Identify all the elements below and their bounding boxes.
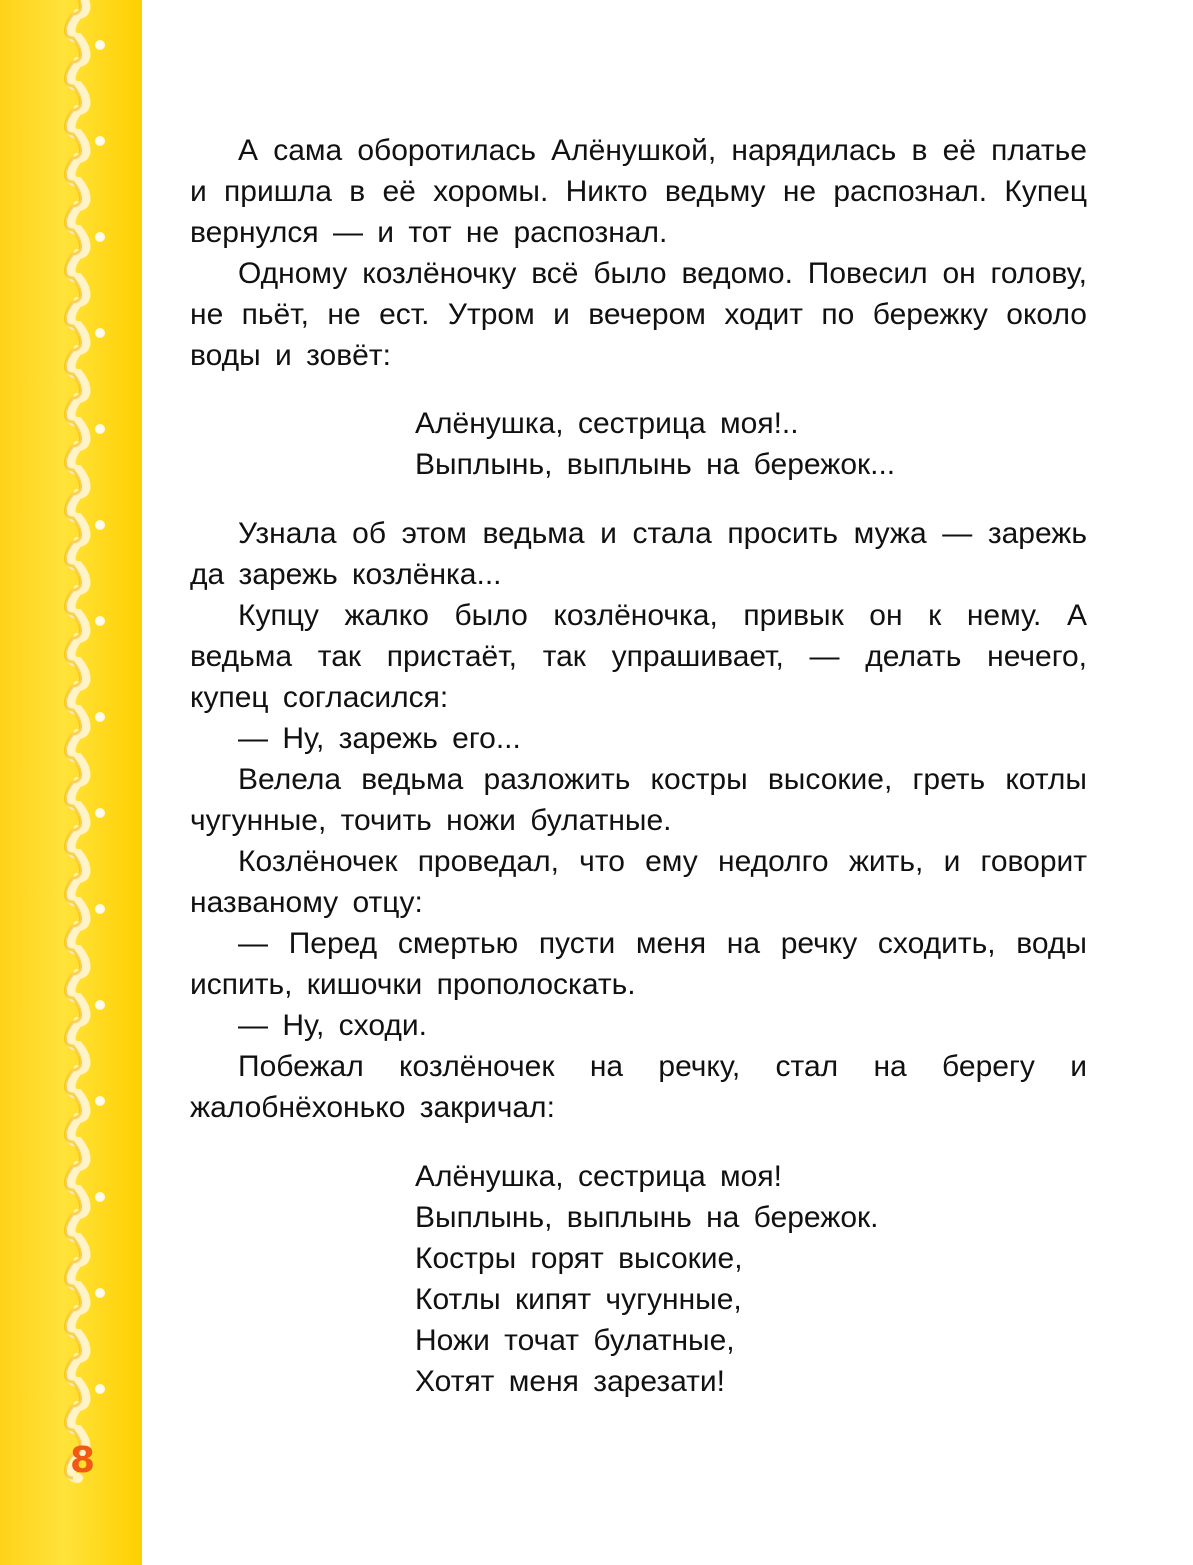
paragraph-6: Велела ведьма разложить костры высокие, греть котлы чугунные, точить ножи булатные.: [190, 763, 1087, 837]
ribbon-dot: [95, 808, 105, 818]
verse-line: Костры горят высокие,: [415, 1242, 743, 1275]
wavy-ribbon-decoration: [0, 0, 142, 1565]
paragraph-7: Козлёночек проведал, что ему недолго жить, и говорит названому отцу:: [190, 845, 1087, 919]
ribbon-dot: [95, 136, 105, 146]
verse-line: Выплынь, выплынь на бережок...: [415, 448, 896, 481]
paragraph-9: — Ну, сходи.: [238, 1009, 427, 1042]
ribbon-dot: [95, 328, 105, 338]
verse-line: Алёнушка, сестрица моя!..: [415, 407, 799, 440]
ribbon-dot: [95, 1096, 105, 1106]
paragraph-2: Одному козлёночку всё было ведомо. Повесил он голову, не пьёт, не ест. Утром и вечером ходит по бережку около воды и зовёт:: [190, 257, 1087, 372]
ribbon-dot: [95, 40, 105, 50]
story-text: [190, 130, 1087, 1402]
ribbon-dot: [95, 712, 105, 722]
verse-line: Ножи точат булатные,: [415, 1324, 735, 1357]
verse-line: Выплынь, выплынь на бережок.: [415, 1201, 879, 1234]
ribbon-dot: [95, 904, 105, 914]
ribbon-dot: [95, 616, 105, 626]
paragraph-5: — Ну, зарежь его...: [238, 722, 521, 755]
paragraph-1: А сама оборотилась Алёнушкой, нарядилась в её платье и пришла в её хоромы. Никто ведьму не распознал. Купец вернулся — и тот не распознал.: [190, 134, 1087, 249]
ribbon-dot: [95, 1288, 105, 1298]
paragraph-3: Узнала об этом ведьма и стала просить мужа — зарежь да зарежь козлёнка...: [190, 517, 1087, 591]
ribbon-dot: [95, 1384, 105, 1394]
verse-line: Алёнушка, сестрица моя!: [415, 1160, 782, 1193]
verse-block-1: [190, 403, 1087, 485]
ribbon-dot: [95, 1000, 105, 1010]
paragraph-10: Побежал козлёночек на речку, стал на берегу и жалобнёхонько закричал:: [190, 1050, 1087, 1124]
ribbon-dot: [95, 232, 105, 242]
paragraph-4: Купцу жалко было козлёночка, привык он к нему. А ведьма так пристаёт, так упрашивает, — делать нечего, купец согласился:: [190, 599, 1087, 714]
verse-line: Котлы кипят чугунные,: [415, 1283, 742, 1316]
ribbon-dot: [95, 1192, 105, 1202]
page-number: 8: [70, 1440, 96, 1481]
decorative-margin-band: [0, 0, 142, 1565]
ribbon-dot: [95, 424, 105, 434]
paragraph-8: — Перед смертью пусти меня на речку сходить, воды испить, кишочки прополоскать.: [190, 927, 1087, 1001]
verse-block-2: [190, 1156, 1087, 1402]
ribbon-dot: [95, 520, 105, 530]
verse-line: Хотят меня зарезати!: [415, 1365, 725, 1398]
